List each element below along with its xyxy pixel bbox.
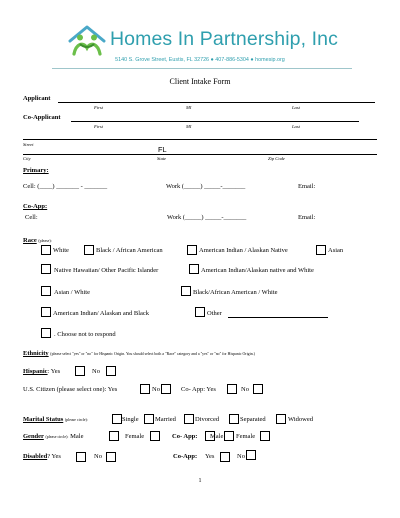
disabled-yes-checkbox[interactable] [76,452,86,462]
race-ai-white-label: American Indian/Alaskan native and White [201,267,314,274]
coapplicant-mi-caption: MI [186,124,192,129]
gender-note: (please circle): [45,435,69,439]
race-american-indian-label: American Indian / Alaskan Native [199,247,288,254]
coapp-citizen-yes-checkbox[interactable] [227,384,237,394]
race-heading [23,237,52,244]
marital-single-checkbox[interactable] [112,414,122,424]
applicant-mi-caption: MI [186,105,192,110]
race-other-label: Other [207,310,222,317]
coapp-gender-male-checkbox[interactable] [224,431,234,441]
page-number: 1 [198,478,202,484]
ethnicity-heading-text: Ethnicity [23,350,49,357]
coapplicant-label: Co-Applicant [23,114,61,121]
marital-note: (please circle): [64,418,88,422]
form-title: Client Intake Form [169,77,231,86]
citizen-yes-checkbox[interactable] [140,384,150,394]
marital-separated-checkbox[interactable] [229,414,239,424]
applicant-first-caption: First [94,105,103,110]
primary-heading: Primary: [23,167,49,174]
coapplicant-last-caption: Last [292,124,300,129]
race-other-checkbox[interactable] [195,307,205,317]
race-american-indian-checkbox[interactable] [187,245,197,255]
race-black-label: Black / African American [96,247,163,254]
coapp-citizen-no-checkbox[interactable] [253,384,263,394]
coapp-heading: Co-App: [23,203,48,210]
race-white-label: White [53,247,69,254]
race-no-respond-label: . Choose not to respond [54,331,116,338]
citizen-no-checkbox[interactable] [161,384,171,394]
coapp-gender-label: Co- App: [172,433,198,440]
marital-married-label: Married [155,416,176,423]
hispanic-yes-checkbox[interactable] [75,366,85,376]
disabled-no-checkbox[interactable] [106,452,116,462]
gender-male-label: Male [70,433,84,440]
gender-female-label: Female [125,433,145,440]
street-caption: Street [23,142,34,147]
marital-divorced-label: Divorced [195,416,220,423]
race-ai-white-checkbox[interactable] [189,264,199,274]
race-black-checkbox[interactable] [84,245,94,255]
disabled-heading: Disabled [23,453,48,460]
race-asian-white-checkbox[interactable] [41,286,51,296]
coapp-work-field[interactable]: Work (_____) _____-_______ [167,214,247,221]
disabled-yes-label: ? Yes [47,453,61,460]
state-caption: State [157,156,167,161]
gender-heading [23,433,83,440]
race-white-checkbox[interactable] [41,245,51,255]
race-note: (please): [38,239,52,243]
coapp-gender-male-label: Male [210,433,224,440]
disabled-no-label: No [94,453,102,460]
gender-heading-text: Gender [23,433,44,440]
marital-divorced-checkbox[interactable] [184,414,194,424]
applicant-last-caption: Last [292,105,300,110]
race-other-field[interactable] [228,317,328,318]
org-name: Homes In Partnership, Inc [110,28,338,50]
applicant-label: Applicant [23,95,51,102]
header-divider [52,68,352,69]
org-address: 5140 S. Grove Street, Eustis, FL 32726 ● 407-886-5304 ● homesip.org [115,57,285,63]
citizen-no-label: No [152,386,160,393]
hispanic-label: Hispanic [23,368,48,375]
race-asian-checkbox[interactable] [316,245,326,255]
primary-email-field[interactable]: Email: [298,183,316,190]
primary-work-field[interactable]: Work (_____) _____-_______ [166,183,246,190]
coapplicant-name-field[interactable] [71,121,359,122]
header [0,24,400,60]
city-caption: City [23,156,31,161]
coapp-citizen-no-label: No [241,386,249,393]
coapp-disabled-no-checkbox[interactable] [246,450,256,460]
race-ai-black-checkbox[interactable] [41,307,51,317]
race-heading-text: Race [23,237,37,244]
hispanic-no-label: No [92,368,100,375]
hispanic-no-checkbox[interactable] [106,366,116,376]
citizen-yes-label: U.S. Citizen (please select one): Yes [23,386,118,393]
race-ai-black-label: American Indian/ Alaskan and Black [53,310,150,317]
zip-caption: Zip Code [268,156,285,161]
state-value: FL [158,145,167,154]
race-black-white-label: Black/African American / White [193,289,278,296]
coapp-disabled-label: Co-App: [173,453,198,460]
city-state-zip-field[interactable] [23,154,377,155]
gender-female-checkbox[interactable] [150,431,160,441]
race-nhopi-label: Native Hawaiian/ Other Pacific Islander [54,267,159,274]
race-asian-label: Asian [328,247,344,254]
marital-widowed-label: Widowed [288,416,314,423]
marital-married-checkbox[interactable] [144,414,154,424]
race-nhopi-checkbox[interactable] [41,264,51,274]
coapp-cell-field[interactable]: Cell: [25,214,38,221]
ethnicity-heading [23,350,255,357]
coapp-disabled-yes-label: Yes [205,453,215,460]
gender-male-checkbox[interactable] [109,431,119,441]
applicant-name-field[interactable] [58,102,375,103]
ethnicity-note: (please select "yes" or "no" for Hispanic Origin. You should select both a "Race" category and a "yes" or "no" for Hispanic Origin.) [50,352,255,356]
coapp-disabled-yes-checkbox[interactable] [220,452,230,462]
race-black-white-checkbox[interactable] [181,286,191,296]
race-no-respond-checkbox[interactable] [41,328,51,338]
hispanic-row [23,368,60,375]
coapp-disabled-no-label: No [237,453,245,460]
hispanic-yes-label: : Yes [47,368,61,375]
marital-heading-text: Marital Status [23,416,64,423]
disabled-row [23,453,61,460]
street-field[interactable] [23,139,377,140]
coapp-email-field[interactable]: Email: [298,214,316,221]
marital-widowed-checkbox[interactable] [276,414,286,424]
marital-single-label: Single [122,416,139,423]
coapplicant-first-caption: First [94,124,103,129]
coapp-gender-female-checkbox[interactable] [260,431,270,441]
marital-separated-label: Separated [240,416,266,423]
house-with-people-logo-icon [66,24,108,58]
coapp-citizen-yes-label: Co- App: Yes [181,386,216,393]
race-asian-white-label: Asian / White [54,289,90,296]
coapp-gender-female-label: Female [236,433,256,440]
marital-heading [23,416,88,423]
primary-cell-field[interactable]: Cell: (____) _______ - _______ [23,183,108,190]
